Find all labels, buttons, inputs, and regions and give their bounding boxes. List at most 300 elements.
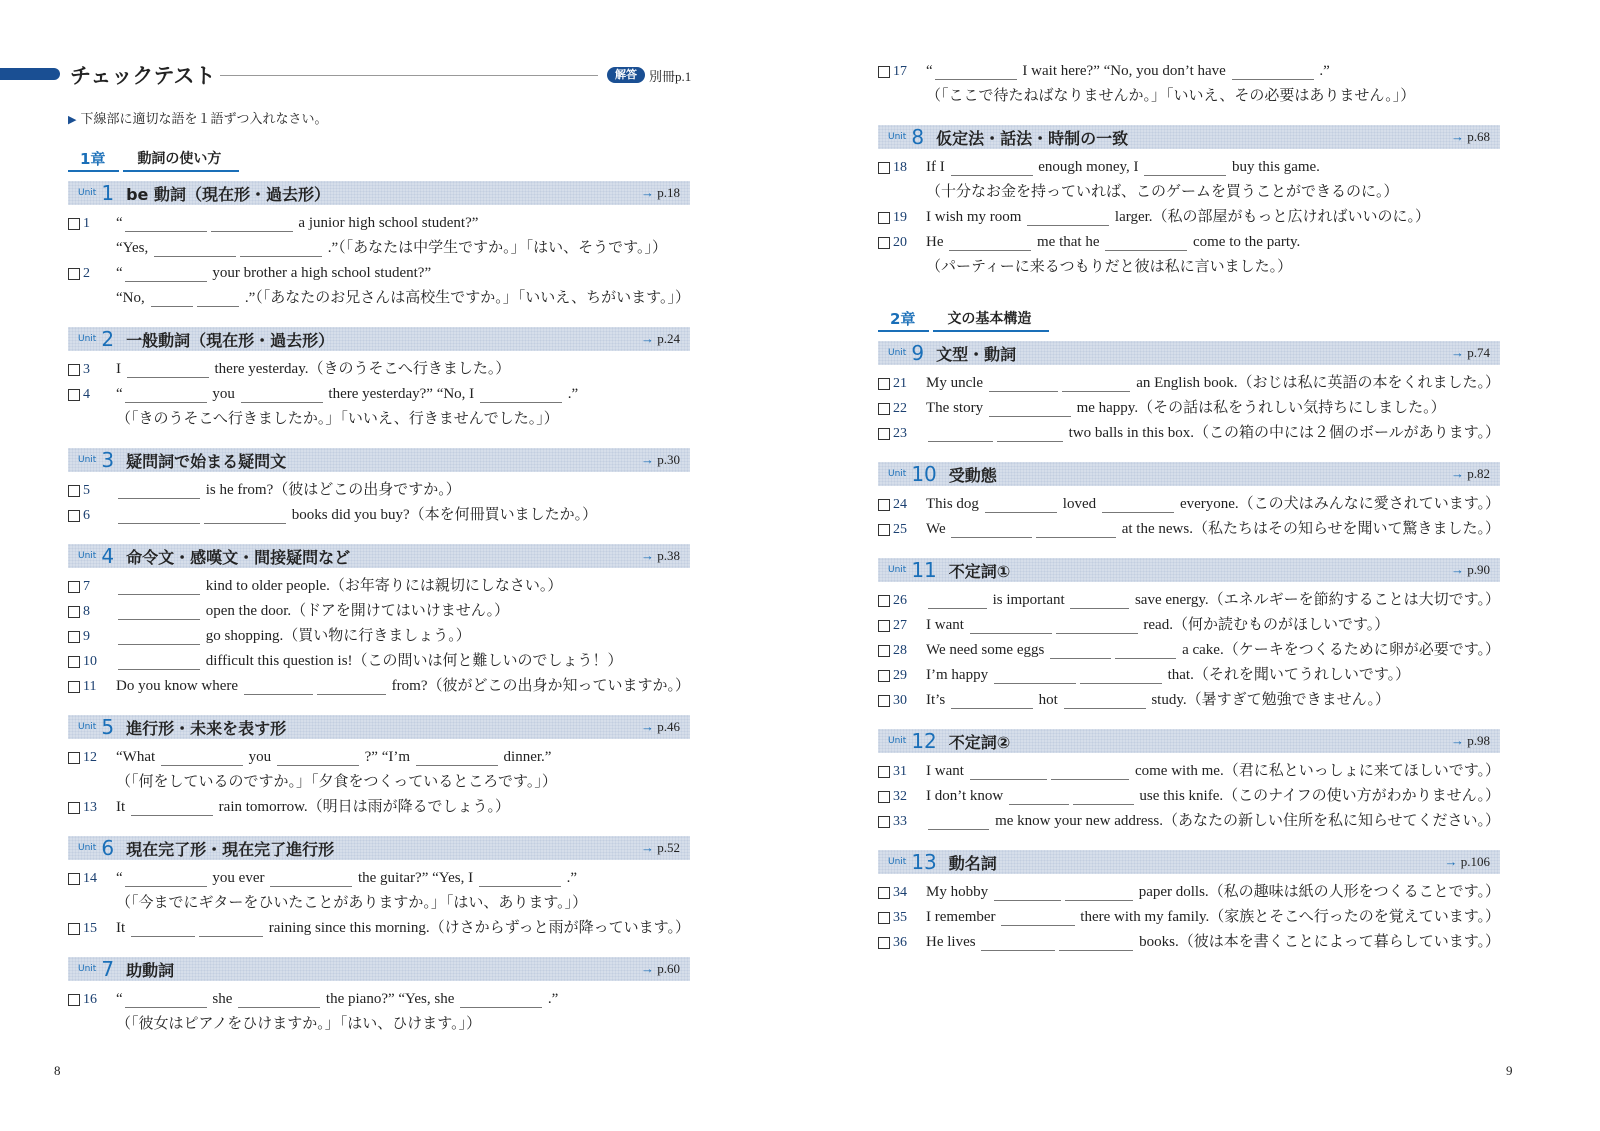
answer-blank[interactable] [1027, 210, 1109, 226]
question-number[interactable] [878, 517, 926, 542]
answer-blank[interactable] [125, 871, 207, 887]
question-number[interactable] [68, 261, 116, 286]
chapter-number: 2章 [878, 308, 929, 332]
question-number[interactable] [68, 357, 116, 382]
answer-blank[interactable] [131, 800, 213, 816]
unit-label: Unit [78, 188, 97, 198]
checkbox-icon[interactable] [68, 681, 80, 693]
question-number[interactable] [878, 809, 926, 834]
answer-blank[interactable] [244, 679, 313, 695]
question-text: go shopping.（買い物に行きましょう。） [202, 628, 471, 644]
question-number-text: 35 [893, 910, 907, 925]
checkbox-icon[interactable] [878, 791, 890, 803]
checkbox-icon[interactable] [878, 887, 890, 899]
answer-blank[interactable] [928, 593, 987, 609]
question-text: at the news.（私たちはその知らせを聞いて驚きました。） [1117, 521, 1500, 537]
checkbox-icon[interactable] [878, 162, 890, 174]
question-number[interactable] [68, 674, 116, 699]
question-item [68, 987, 690, 1037]
answer-blank[interactable] [238, 992, 320, 1008]
question-number[interactable] [68, 916, 116, 941]
unit-header [68, 836, 690, 860]
question-number[interactable] [68, 649, 116, 674]
unit-title: 不定詞② [948, 732, 1011, 752]
question-line [68, 574, 690, 599]
answer-blank[interactable] [1144, 160, 1226, 176]
unit-header [878, 341, 1500, 365]
question-number[interactable] [878, 784, 926, 809]
answer-blank[interactable] [416, 750, 498, 766]
checkbox-icon[interactable] [878, 66, 890, 78]
question-item [68, 916, 690, 941]
question-number[interactable] [68, 624, 116, 649]
unit-number: 8 [911, 125, 925, 149]
question-number-text: 10 [83, 654, 97, 669]
question-number-text: 12 [83, 750, 97, 765]
answer-blank[interactable] [951, 693, 1033, 709]
unit-label: Unit [888, 736, 907, 746]
question-text: open the door.（ドアを開けてはいけません。） [202, 603, 510, 619]
question-number[interactable] [878, 688, 926, 713]
answer-blank[interactable] [125, 266, 207, 282]
question-text: difficult this question is!（この問いは何と難しいのでしょう！） [202, 653, 623, 669]
arrow-right-icon: → [1451, 466, 1468, 481]
question-number-text: 27 [893, 618, 907, 633]
checkbox-icon[interactable] [68, 485, 80, 497]
answer-blank[interactable] [211, 216, 293, 232]
checkbox-icon[interactable] [68, 510, 80, 522]
answer-blank[interactable] [1115, 643, 1176, 659]
instruction [68, 107, 690, 132]
page-reference-link[interactable] [1451, 345, 1490, 361]
question-text: I wait here?” “No, you don’t have [1018, 63, 1230, 79]
question-number-text: 18 [893, 160, 907, 175]
question-text: save energy.（エネルギーを節約することは大切です。） [1131, 592, 1500, 608]
question-number[interactable] [878, 396, 926, 421]
answer-blank[interactable] [1080, 668, 1162, 684]
checkbox-icon[interactable] [878, 524, 890, 536]
answer-blank[interactable] [277, 750, 359, 766]
checkbox-icon[interactable] [68, 581, 80, 593]
answer-blank[interactable] [204, 508, 286, 524]
question-text: （「何をしているのですか。」「夕食をつくっているところです。」） [116, 774, 557, 790]
checkbox-icon[interactable] [68, 873, 80, 885]
answer-blank[interactable] [970, 764, 1048, 780]
checkbox-icon[interactable] [878, 937, 890, 949]
arrow-right-icon: → [1451, 129, 1468, 144]
question-number-text: 23 [893, 426, 907, 441]
answer-blank[interactable] [270, 871, 352, 887]
answer-blank[interactable] [951, 522, 1031, 538]
answer-blank[interactable] [1065, 885, 1133, 901]
question-text: .” [1315, 63, 1330, 79]
unit-label: Unit [888, 857, 907, 867]
checkbox-icon[interactable] [68, 994, 80, 1006]
chapter-number: 1章 [68, 148, 119, 172]
question-number-text: 25 [893, 522, 907, 537]
answer-blank[interactable] [1102, 497, 1174, 513]
answer-blank[interactable] [125, 387, 207, 403]
question-text: the piano?” “Yes, she [322, 991, 459, 1007]
page-reference-link[interactable] [1451, 562, 1490, 578]
question-number[interactable] [878, 59, 926, 84]
chapter-title: 文の基本構造 [933, 308, 1049, 332]
page-reference-link[interactable] [641, 185, 680, 201]
unit-title: 不定詞① [948, 561, 1011, 581]
question-item [878, 59, 1500, 109]
checkbox-icon[interactable] [878, 403, 890, 415]
answer-blank[interactable] [131, 921, 195, 937]
question-item [878, 688, 1500, 713]
question-text: “ [116, 991, 123, 1007]
checkbox-icon[interactable] [878, 695, 890, 707]
question-number[interactable] [68, 599, 116, 624]
answer-blank[interactable] [197, 291, 239, 307]
question-item [68, 357, 690, 382]
answer-blank[interactable] [935, 64, 1017, 80]
question-text: read.（何か読むものがほしいです。） [1139, 617, 1390, 633]
unit-label: Unit [888, 348, 907, 358]
question-line [68, 795, 690, 820]
question-text: My hobby [926, 884, 992, 900]
question-item [878, 930, 1500, 955]
question-item [878, 230, 1500, 280]
question-line [68, 1012, 690, 1037]
page-reference-link[interactable] [641, 452, 680, 468]
question-number[interactable] [68, 382, 116, 407]
question-line [878, 371, 1500, 396]
question-text: larger.（私の部屋がもっと広ければいいのに。） [1111, 209, 1431, 225]
answer-blank[interactable] [118, 579, 200, 595]
question-item [878, 517, 1500, 542]
answer-blank[interactable] [1056, 618, 1138, 634]
question-text: two balls in this box.（この箱の中には２個のボールがあります。） [1064, 425, 1500, 441]
answer-blank[interactable] [1036, 522, 1116, 538]
arrow-right-icon: → [641, 185, 658, 200]
question-line [878, 663, 1500, 688]
answer-blank[interactable] [989, 376, 1058, 392]
question-text: a junior high school student?” [294, 215, 479, 231]
question-number[interactable] [68, 866, 116, 891]
question-number[interactable] [878, 759, 926, 784]
question-item [878, 613, 1500, 638]
question-text: .” [544, 991, 559, 1007]
checkbox-icon[interactable] [68, 631, 80, 643]
question-number[interactable] [68, 574, 116, 599]
answer-blank[interactable] [118, 629, 200, 645]
page-reference-link[interactable] [641, 331, 680, 347]
answer-blank[interactable] [118, 604, 200, 620]
answer-blank[interactable] [1050, 643, 1111, 659]
question-number[interactable] [878, 930, 926, 955]
question-line [878, 155, 1500, 180]
checkbox-icon[interactable] [68, 364, 80, 376]
question-text: He [926, 234, 948, 250]
header-divider [220, 75, 598, 76]
question-number[interactable] [878, 230, 926, 255]
chapter-heading [878, 308, 1500, 332]
answer-blank[interactable] [989, 401, 1071, 417]
question-line [878, 638, 1500, 663]
checkbox-icon[interactable] [68, 218, 80, 230]
page-reference: p.90 [1467, 562, 1490, 577]
answer-blank[interactable] [928, 814, 989, 830]
question-text: you ever [208, 870, 269, 886]
page-reference-link[interactable] [641, 719, 680, 735]
question-number[interactable] [68, 795, 116, 820]
question-line [68, 478, 690, 503]
unit-number: 6 [101, 836, 115, 860]
question-line [68, 745, 690, 770]
checkbox-icon[interactable] [878, 212, 890, 224]
answer-blank[interactable] [970, 618, 1052, 634]
question-text: loved [1059, 496, 1100, 512]
question-item [878, 905, 1500, 930]
question-text: you [244, 749, 275, 765]
answer-blank[interactable] [1070, 593, 1129, 609]
answer-blank[interactable] [127, 362, 209, 378]
unit-label: Unit [78, 843, 97, 853]
answer-blank[interactable] [118, 654, 200, 670]
question-line [68, 382, 690, 407]
question-text: I don’t know [926, 788, 1007, 804]
question-line [878, 588, 1500, 613]
page-reference-link[interactable] [1445, 854, 1491, 870]
question-text: raining since this morning.（けさからずっと雨が降っています。） [265, 920, 690, 936]
checkbox-icon[interactable] [68, 606, 80, 618]
question-item [878, 371, 1500, 396]
answer-blank[interactable] [241, 387, 323, 403]
question-item [68, 382, 690, 432]
answer-blank[interactable] [118, 483, 200, 499]
answer-blank[interactable] [1009, 789, 1069, 805]
question-number-text: 15 [83, 921, 97, 936]
question-number-text: 24 [893, 497, 907, 512]
question-line [878, 492, 1500, 517]
answer-blank[interactable] [1064, 693, 1146, 709]
question-item [68, 745, 690, 795]
question-text: “ [116, 265, 123, 281]
question-item [68, 574, 690, 599]
answer-blank[interactable] [118, 508, 200, 524]
question-number-text: 11 [83, 679, 97, 694]
answer-blank[interactable] [125, 216, 207, 232]
unit-title: be 動詞（現在形・過去形） [126, 184, 330, 204]
question-number[interactable] [878, 613, 926, 638]
answer-blank[interactable] [125, 992, 207, 1008]
page-reference-link[interactable] [641, 840, 680, 856]
question-text: （「彼女はピアノをひけますか。」「はい、ひけます。」） [116, 1016, 482, 1032]
answer-blank[interactable] [154, 241, 236, 257]
question-number-text: 3 [83, 362, 90, 377]
answer-blank[interactable] [949, 235, 1031, 251]
unit-number: 12 [911, 729, 937, 753]
checkbox-icon[interactable] [878, 428, 890, 440]
question-number-text: 26 [893, 593, 907, 608]
question-text: rain tomorrow.（明日は雨が降るでしょう。） [214, 799, 511, 815]
question-line [878, 784, 1500, 809]
question-number[interactable] [878, 421, 926, 446]
question-text: I’m happy [926, 667, 992, 683]
unit-number: 11 [911, 558, 937, 582]
checkbox-icon[interactable] [68, 802, 80, 814]
answer-blank[interactable] [240, 241, 322, 257]
checkbox-icon[interactable] [878, 499, 890, 511]
checkbox-icon[interactable] [68, 752, 80, 764]
question-line [878, 205, 1500, 230]
question-number[interactable] [68, 478, 116, 503]
answer-blank[interactable] [1001, 910, 1074, 926]
question-line [878, 688, 1500, 713]
answer-blank[interactable] [1051, 764, 1129, 780]
chapter-title: 動詞の使い方 [123, 148, 239, 172]
answer-blank[interactable] [199, 921, 263, 937]
question-number-text: 36 [893, 935, 907, 950]
question-text: I remember [926, 909, 1000, 925]
question-number[interactable] [68, 211, 116, 236]
question-number[interactable] [878, 880, 926, 905]
unit-header [68, 957, 690, 981]
page-number-right: 9 [1506, 1063, 1513, 1078]
question-text: the guitar?” “Yes, I [354, 870, 477, 886]
question-number-text: 14 [83, 871, 97, 886]
question-number[interactable] [68, 987, 116, 1012]
question-number[interactable] [878, 905, 926, 930]
instruction-text: 下線部に適切な語を１語ずつ入れなさい。 [80, 112, 328, 127]
checkbox-icon[interactable] [68, 389, 80, 401]
question-text: Do you know where [116, 678, 242, 694]
answer-blank[interactable] [317, 679, 386, 695]
page-reference-link[interactable] [1451, 466, 1490, 482]
question-text: （「今までにギターをひいたことがありますか。」「はい、あります。」） [116, 895, 588, 911]
question-text: books did you buy?（本を何冊買いましたか。） [288, 507, 598, 523]
answer-blank[interactable] [951, 160, 1033, 176]
page-reference-link[interactable] [641, 548, 680, 564]
question-line [68, 407, 690, 432]
arrow-right-icon: → [1444, 854, 1461, 869]
question-item [68, 866, 690, 916]
question-text: We [926, 521, 950, 537]
checkbox-icon[interactable] [68, 656, 80, 668]
question-text: “ [116, 870, 123, 886]
answer-blank[interactable] [161, 750, 243, 766]
question-text: dinner.” [499, 749, 552, 765]
question-number[interactable] [878, 155, 926, 180]
answer-blank[interactable] [1062, 376, 1131, 392]
question-line [68, 866, 690, 891]
question-number[interactable] [68, 503, 116, 528]
unit-number: 9 [911, 341, 925, 365]
answer-blank[interactable] [1059, 935, 1133, 951]
question-number[interactable] [878, 492, 926, 517]
question-number-text: 31 [893, 764, 907, 779]
page-reference: p.82 [1467, 466, 1490, 481]
question-text: I want [926, 617, 968, 633]
arrow-right-icon: → [641, 961, 658, 976]
question-number[interactable] [878, 588, 926, 613]
question-number-text: 17 [893, 64, 907, 79]
question-line [878, 84, 1500, 109]
checkbox-icon[interactable] [68, 268, 80, 280]
question-text: If I [926, 159, 949, 175]
question-line [878, 255, 1500, 280]
question-number[interactable] [878, 205, 926, 230]
arrow-right-icon: → [641, 840, 658, 855]
answer-blank[interactable] [994, 668, 1076, 684]
answer-blank[interactable] [480, 387, 562, 403]
answer-blank[interactable] [460, 992, 542, 1008]
arrow-right-icon: → [641, 719, 658, 734]
page-reference-link[interactable] [1451, 129, 1490, 145]
question-text: is he from?（彼はどこの出身ですか。） [202, 482, 461, 498]
unit-number: 5 [101, 715, 115, 739]
unit-header [68, 181, 690, 205]
question-line [68, 503, 690, 528]
checkbox-icon[interactable] [878, 378, 890, 390]
unit-title: 疑問詞で始まる疑問文 [126, 451, 287, 471]
question-line [68, 211, 690, 236]
question-item [878, 396, 1500, 421]
page-title: チェックテスト [70, 64, 216, 88]
checkbox-icon[interactable] [68, 923, 80, 935]
page-reference: p.74 [1467, 345, 1490, 360]
question-text: .” [563, 386, 579, 402]
question-text: hot [1034, 692, 1062, 708]
answer-blank[interactable] [994, 885, 1062, 901]
question-line [878, 230, 1500, 255]
answer-blank[interactable] [985, 497, 1057, 513]
checkbox-icon[interactable] [878, 816, 890, 828]
page-reference-link[interactable] [1451, 733, 1490, 749]
page-number-left: 8 [54, 1063, 61, 1078]
question-text: you [208, 386, 239, 402]
question-number-text: 19 [893, 210, 907, 225]
unit-label: Unit [78, 722, 97, 732]
question-text: I wish my room [926, 209, 1026, 225]
answer-blank[interactable] [1232, 64, 1314, 80]
answer-blank[interactable] [1073, 789, 1133, 805]
unit-header [68, 544, 690, 568]
page-reference: p.106 [1460, 854, 1490, 869]
question-text: books.（彼は本を書くことによって暮らしています。） [1135, 934, 1500, 950]
checkbox-icon[interactable] [878, 595, 890, 607]
question-number[interactable] [878, 663, 926, 688]
question-number[interactable] [878, 371, 926, 396]
answer-blank[interactable] [151, 291, 193, 307]
checkbox-icon[interactable] [878, 912, 890, 924]
unit-label: Unit [78, 964, 97, 974]
page-reference: p.24 [657, 331, 680, 346]
page-reference-link[interactable] [641, 961, 680, 977]
checkbox-icon[interactable] [878, 237, 890, 249]
checkbox-icon[interactable] [878, 766, 890, 778]
answer-blank[interactable] [981, 935, 1055, 951]
checkbox-icon[interactable] [878, 620, 890, 632]
checkbox-icon[interactable] [878, 670, 890, 682]
question-number[interactable] [68, 745, 116, 770]
answer-blank[interactable] [997, 426, 1062, 442]
question-item [68, 649, 690, 674]
answer-blank[interactable] [928, 426, 993, 442]
question-text: a cake.（ケーキをつくるために卵が必要です。） [1178, 642, 1500, 658]
question-number[interactable] [878, 638, 926, 663]
question-number-text: 34 [893, 885, 907, 900]
checkbox-icon[interactable] [878, 645, 890, 657]
question-number-text: 9 [83, 629, 90, 644]
answer-blank[interactable] [1105, 235, 1187, 251]
answer-blank[interactable] [479, 871, 561, 887]
question-text: I want [926, 763, 968, 779]
